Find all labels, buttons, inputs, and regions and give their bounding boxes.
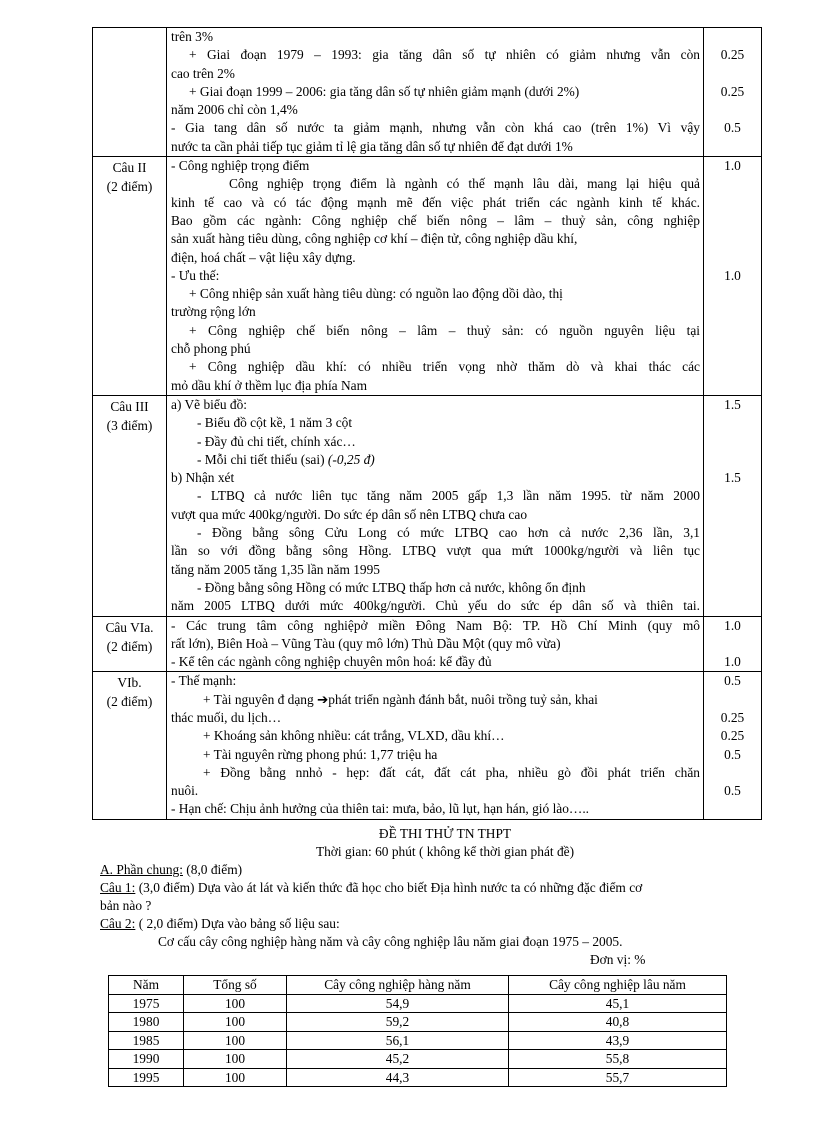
points-value [704, 691, 761, 709]
answer-line: a) Vẽ biểu đồ: [171, 396, 247, 412]
table-cell: 44,3 [287, 1068, 509, 1087]
table-cell: 1990 [109, 1050, 184, 1069]
table-cell: 1975 [109, 994, 184, 1013]
points-value [704, 249, 761, 267]
answer-line: nước ta cần phải tiếp tục giảm tỉ lệ gia tăng dân số tự nhiên để đạt dưới 1% [171, 138, 573, 154]
points-value: 0.25 [720, 709, 745, 725]
answer-line: kinh tế cao và có tác động mạnh mẽ đến việc phát triển các ngành kinh tế khác. [171, 194, 700, 210]
answer-row [93, 616, 762, 672]
question-cell [93, 28, 167, 157]
question-label: Câu VIa. [105, 619, 154, 635]
column-header: Cây công nghiệp lâu năm [509, 976, 727, 995]
table-cell: 40,8 [509, 1013, 727, 1032]
answer-line: - Kể tên các ngành công nghiệp chuyên môn hoá: kể đầy đủ [171, 654, 492, 670]
points-value [704, 579, 761, 597]
question-label: (2 điểm) [106, 179, 153, 195]
question-label: VIb. [117, 675, 142, 691]
points-value: 0.5 [724, 746, 741, 762]
table-cell: 59,2 [287, 1013, 509, 1032]
question-label: (2 điểm) [106, 694, 153, 710]
answer-line: - Thế mạnh: [171, 673, 237, 689]
points-value [704, 303, 761, 321]
column-header: Cây công nghiệp hàng năm [287, 976, 509, 995]
points-value: 0.5 [724, 673, 741, 689]
points-value [704, 230, 761, 248]
question-cell [93, 616, 167, 672]
answer-line: - Đồng bằng sông Hồng có mức LTBQ thấp hơn cả nước, không ổn định [197, 579, 586, 595]
points-value: 0.25 [720, 47, 745, 63]
table-cell: 100 [184, 1013, 287, 1032]
answer-line: - Các trung tâm công nghiệpở miền Đông Nam Bộ: TP. Hồ Chí Minh (quy mô [171, 617, 700, 633]
question-2-text: ( 2,0 điểm) Dựa vào bảng số liệu sau: [135, 916, 340, 931]
table-unit: Đơn vị: % [590, 952, 646, 967]
question-1-label: Câu 1: [100, 880, 136, 895]
points-value: 0.5 [724, 783, 741, 799]
table-cell: 100 [184, 1031, 287, 1050]
points-value: 1.0 [724, 158, 741, 174]
points-value [704, 524, 761, 542]
question-1-text: (3,0 điểm) Dựa vào át lát và kiến thức đã học cho biết Địa hình nước ta có những đặc điểm cơ [135, 880, 643, 895]
table-row [109, 1031, 727, 1050]
table-header-row [109, 976, 727, 995]
content-cell [167, 28, 704, 157]
points-value [704, 28, 761, 46]
answer-line-text: + Tài nguyên đ dạng [203, 691, 318, 707]
answer-line: - Đầy đủ chi tiết, chính xác… [197, 433, 356, 449]
points-cell [704, 28, 762, 157]
answer-line: b) Nhận xét [171, 470, 235, 486]
points-value [704, 194, 761, 212]
answer-line: + Đồng bằng nnhỏ - hẹp: đất cát, đất cát pha, nhiều gò đồi phát triển chăn [203, 764, 700, 780]
question-cell [93, 672, 167, 819]
question-1 [100, 879, 790, 897]
table-cell: 1980 [109, 1013, 184, 1032]
question-2 [100, 915, 790, 933]
points-value: 0.5 [724, 120, 741, 136]
points-value: 1.0 [724, 617, 741, 633]
points-value: 0.25 [720, 83, 745, 99]
question-1-cont: bản nào ? [100, 898, 152, 913]
points-value [704, 322, 761, 340]
points-cell [704, 157, 762, 396]
answer-row [93, 157, 762, 396]
points-value [704, 285, 761, 303]
question-cell [93, 395, 167, 616]
table-row [109, 1050, 727, 1069]
table-row [109, 994, 727, 1013]
question-label: (3 điểm) [106, 417, 153, 433]
points-value [704, 212, 761, 230]
answer-line: - Ưu thế: [171, 267, 220, 283]
points-value [704, 451, 761, 469]
exam-title: ĐỀ THI THỬ TN THPT [378, 826, 512, 841]
answer-line: + Công nghiệp dầu khí: có nhiều triển vọng nhờ thăm dò và khai thác các [189, 359, 700, 375]
answer-line: + Giai đoạn 1999 – 2006: gia tăng dân số tự nhiên giảm mạnh (dưới 2%) [189, 83, 580, 99]
answer-key-table [92, 27, 762, 820]
points-value [704, 101, 761, 119]
table-cell: 1985 [109, 1031, 184, 1050]
answer-line: năm 2006 chỉ còn 1,4% [171, 102, 298, 118]
question-label: Câu II [112, 160, 147, 176]
table-cell: 55,8 [509, 1050, 727, 1069]
points-value: 0.25 [720, 728, 745, 744]
column-header: Năm [109, 976, 184, 995]
table-cell: 54,9 [287, 994, 509, 1013]
answer-line: lần so với đồng bằng sông Hồng. LTBQ vượt qua mứt 1000kg/người và liên tục [171, 543, 700, 559]
table-cell: 56,1 [287, 1031, 509, 1050]
part-a-score: (8,0 điểm) [182, 862, 243, 877]
points-value [704, 175, 761, 193]
answer-line: năm 2005 LTBQ dưới mức 400kg/người. Chủ yếu do sức ép dân số và thiên tai. [171, 598, 700, 614]
table-cell: 100 [184, 1050, 287, 1069]
table-cell: 43,9 [509, 1031, 727, 1050]
points-value [704, 635, 761, 653]
points-value: 1.0 [724, 267, 741, 283]
question-label: (2 điểm) [106, 638, 153, 654]
answer-line: điện, hoá chất – vật liệu xây dựng. [171, 249, 356, 265]
question-2-label: Câu 2: [100, 916, 136, 931]
points-value: 1.0 [724, 654, 741, 670]
points-value [704, 542, 761, 560]
answer-line: - LTBQ cả nước liên tục tăng năm 2005 gấp 1,3 lần năm 1995. từ năm 2000 [197, 488, 700, 504]
answer-line: nuôi. [171, 783, 199, 799]
table-cell: 45,2 [287, 1050, 509, 1069]
points-value: 1.5 [724, 470, 741, 486]
answer-line: mỏ dầu khí ở thềm lục địa phía Nam [171, 377, 367, 393]
points-value [704, 800, 761, 818]
table-cell: 1995 [109, 1068, 184, 1087]
points-value [704, 487, 761, 505]
part-a-label: A. Phần chung: [100, 862, 183, 877]
exam-section [100, 825, 790, 969]
points-value [704, 377, 761, 395]
table-row [109, 1068, 727, 1087]
answer-line: chỗ phong phú [171, 341, 251, 357]
answer-line: Bao gồm các ngành: Công nghiệp chế biến nông – lâm – thuỷ sản, công nghiệp [171, 212, 700, 228]
points-value [704, 358, 761, 376]
exam-time: Thời gian: 60 phút ( không kể thời gian phát đề) [315, 844, 575, 859]
arrow-right-icon: ➔ [317, 691, 329, 707]
answer-line: + Công nghiệp chế biến nông – lâm – thuỷ sản: có nguồn nguyên liệu tại [189, 322, 700, 338]
answer-line: + Tài nguyên rừng phong phú: 1,77 triệu ha [203, 746, 438, 762]
points-value [704, 340, 761, 358]
points-cell [704, 395, 762, 616]
content-cell [167, 157, 704, 396]
answer-line: tăng năm 2005 tăng 1,35 lần năm 1995 [171, 561, 381, 577]
answer-line: - Công nghiệp trọng điểm [171, 158, 310, 174]
answer-row [93, 395, 762, 616]
table-cell: 45,1 [509, 994, 727, 1013]
points-value [704, 597, 761, 615]
points-value [704, 414, 761, 432]
content-cell [167, 672, 704, 819]
answer-line [167, 451, 703, 469]
answer-line: - Gia tang dân số nước ta giảm mạnh, nhưng vẫn còn khá cao (trên 1%) Vì vậy [171, 120, 700, 136]
table-title: Cơ cấu cây công nghiệp hàng năm và cây công nghiệp lâu năm giai đoạn 1975 – 2005. [158, 934, 623, 949]
table-cell: 100 [184, 1068, 287, 1087]
points-value [704, 138, 761, 156]
answer-line: - Biểu đồ cột kề, 1 năm 3 cột [197, 415, 353, 431]
points-value [704, 561, 761, 579]
answer-line: + Khoáng sản không nhiều: cát trắng, VLXD, dầu khí… [203, 728, 505, 744]
content-cell [167, 616, 704, 672]
points-cell [704, 616, 762, 672]
answer-line: - Đồng bằng sông Cửu Long có mức LTBQ cao hơn cả nước 2,36 lần, 3,1 [197, 525, 700, 541]
answer-line-text: - Mỗi chi tiết thiếu (sai) [197, 451, 328, 467]
column-header: Tổng số [184, 976, 287, 995]
table-cell: 100 [184, 994, 287, 1013]
answer-line: trên 3% [171, 29, 214, 44]
answer-line: Công nghiệp trọng điểm là ngành có thế mạnh lâu dài, mang lại hiệu quả [229, 176, 700, 192]
points-value [704, 65, 761, 83]
deduction-note: (-0,25 đ) [327, 451, 375, 467]
points-value [704, 764, 761, 782]
table-cell: 55,7 [509, 1068, 727, 1087]
points-value: 1.5 [724, 396, 741, 412]
points-cell [704, 672, 762, 819]
answer-line: cao trên 2% [171, 65, 235, 81]
answer-line: trường rộng lớn [171, 304, 256, 320]
answer-line: rất lớn), Biên Hoà – Vũng Tàu (quy mô lớn) Thủ Dầu Một (quy mô vừa) [171, 635, 561, 651]
answer-line: + Công nhiệp sản xuất hàng tiêu dùng: có nguồn lao động dồi dào, thị [189, 286, 563, 302]
data-table [108, 975, 727, 1087]
question-cell [93, 157, 167, 396]
part-a-heading [100, 861, 790, 879]
answer-line: vượt qua mức 400kg/người. Do sức ép dân số nên LTBQ chưa cao [171, 506, 528, 522]
points-value [704, 433, 761, 451]
answer-row [93, 672, 762, 819]
question-label: Câu III [110, 398, 149, 414]
answer-line: thác muối, du lịch… [171, 709, 282, 725]
answer-line-text: phát triển ngành đánh bắt, nuôi trồng tuỷ sản, khai [328, 691, 598, 707]
answer-line: + Giai đoạn 1979 – 1993: gia tăng dân số tự nhiên có giảm nhưng vẫn còn [189, 47, 700, 63]
answer-line: sản xuất hàng tiêu dùng, công nghiệp cơ khí – điện tử, công nghiệp dầu khí, [171, 231, 578, 247]
answer-line: - Hạn chế: Chịu ảnh hưởng của thiên tai: mưa, bảo, lũ lụt, hạn hán, gió lào….. [171, 801, 590, 817]
answer-row [93, 28, 762, 157]
content-cell [167, 395, 704, 616]
points-value [704, 506, 761, 524]
table-row [109, 1013, 727, 1032]
answer-line [167, 691, 703, 709]
